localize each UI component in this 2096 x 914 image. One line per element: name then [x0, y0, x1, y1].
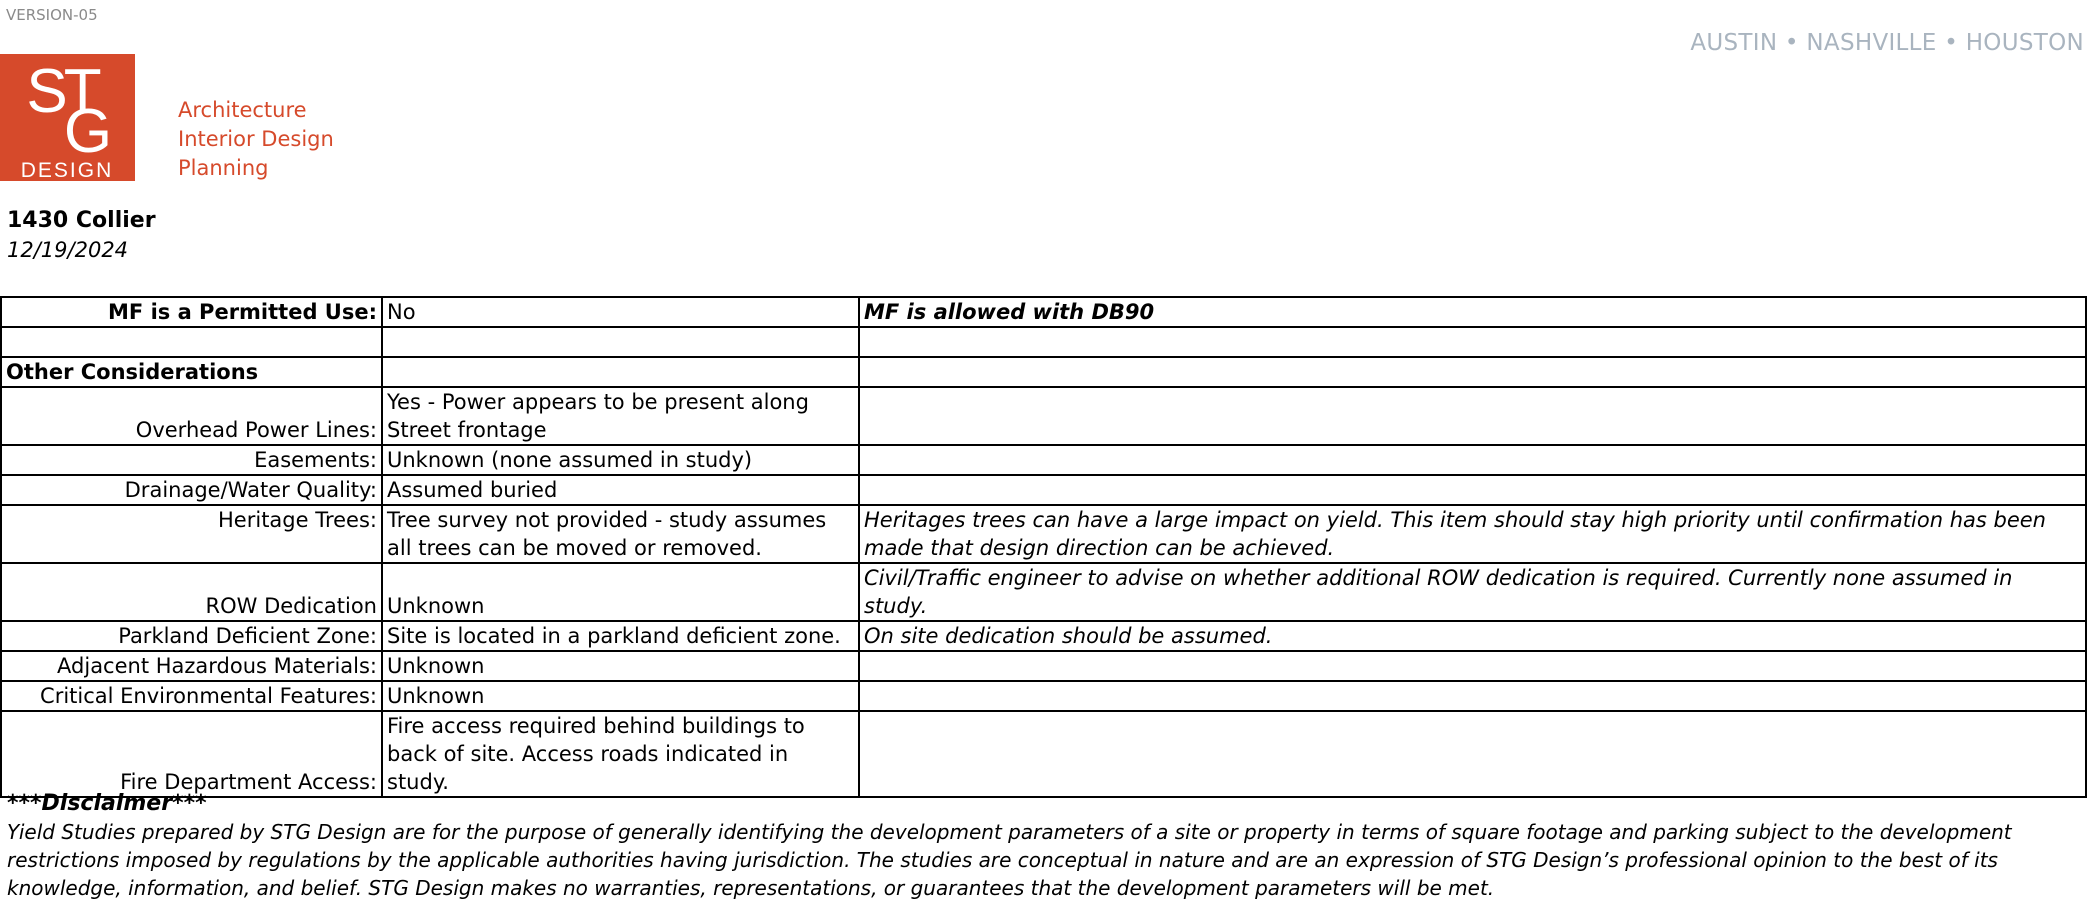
spacer-cell: [859, 327, 2086, 357]
disclaimer-heading: ***Disclaimer***: [7, 791, 207, 816]
row-label: Easements:: [1, 445, 382, 475]
row-label: Adjacent Hazardous Materials:: [1, 651, 382, 681]
version-label: VERSION-05: [6, 6, 98, 24]
row-note: [859, 445, 2086, 475]
tagline-interior-design: Interior Design: [178, 127, 334, 151]
table-row: [1, 505, 2086, 563]
row-note: Civil/Traffic engineer to advise on whether additional ROW dedication is required. Currently none assumed in study.: [859, 563, 2086, 621]
table-row: [1, 563, 2086, 621]
table-row-permitted-use: [1, 297, 2086, 327]
row-note: [859, 711, 2086, 797]
table-row-spacer: [1, 327, 2086, 357]
row-value: Fire access required behind buildings to back of site. Access roads indicated in study.: [382, 711, 859, 797]
considerations-table: [0, 296, 2087, 798]
permitted-use-label: MF is a Permitted Use:: [1, 297, 382, 327]
spacer-cell: [382, 327, 859, 357]
row-value: Unknown: [382, 563, 859, 621]
project-date: 12/19/2024: [7, 238, 129, 262]
row-value: Unknown: [382, 681, 859, 711]
row-value: Assumed buried: [382, 475, 859, 505]
row-note: [859, 387, 2086, 445]
table-row: [1, 651, 2086, 681]
row-value: Site is located in a parkland deficient zone.: [382, 621, 859, 651]
section-empty-cell: [859, 357, 2086, 387]
row-note: [859, 651, 2086, 681]
row-note: On site dedication should be assumed.: [859, 621, 2086, 651]
logo-tagline: [178, 96, 334, 183]
permitted-use-note: MF is allowed with DB90: [859, 297, 2086, 327]
row-value: Unknown: [382, 651, 859, 681]
row-value: Unknown (none assumed in study): [382, 445, 859, 475]
row-label: Parkland Deficient Zone:: [1, 621, 382, 651]
disclaimer-body: Yield Studies prepared by STG Design are for the purpose of generally identifying the development parameters of a site or property in terms of square footage and parking subject to the development restrictions imposed by regulations by the applicable authorities having jurisdiction. The studies are conceptual in nature and are an expression of STG Design’s professional opinion to the best of its knowledge, information, and belief. STG Design makes no warranties, representations, or guarantees that the development parameters will be met.: [7, 820, 2012, 900]
row-label: Heritage Trees:: [1, 505, 382, 563]
section-title: Other Considerations: [1, 357, 382, 387]
stg-design-logo: [0, 54, 135, 181]
section-empty-cell: [382, 357, 859, 387]
row-label: Fire Department Access:: [1, 711, 382, 797]
logo-wordmark: DESIGN: [20, 159, 114, 181]
table-row: [1, 445, 2086, 475]
permitted-use-value: No: [382, 297, 859, 327]
table-row-section-header: [1, 357, 2086, 387]
table-row: [1, 387, 2086, 445]
row-note: Heritages trees can have a large impact on yield. This item should stay high priority until confirmation has been made that design direction can be achieved.: [859, 505, 2086, 563]
row-label: Critical Environmental Features:: [1, 681, 382, 711]
row-label: Overhead Power Lines:: [1, 387, 382, 445]
table-row: [1, 621, 2086, 651]
spacer-cell: [1, 327, 382, 357]
table-row: [1, 681, 2086, 711]
logo-mark-top: ST: [26, 57, 98, 126]
tagline-planning: Planning: [178, 156, 269, 180]
logo-mark: [0, 54, 135, 181]
row-note: [859, 681, 2086, 711]
tagline-architecture: Architecture: [178, 98, 307, 122]
row-label: ROW Dedication: [1, 563, 382, 621]
row-label: Drainage/Water Quality:: [1, 475, 382, 505]
row-note: [859, 475, 2086, 505]
office-locations: AUSTIN • NASHVILLE • HOUSTON: [1690, 30, 2084, 56]
logo-mark-bottom: G: [63, 97, 113, 166]
table-row: [1, 711, 2086, 797]
table-row: [1, 475, 2086, 505]
row-value: Yes - Power appears to be present along Street frontage: [382, 387, 859, 445]
project-title: 1430 Collier: [7, 208, 156, 233]
disclaimer: [7, 790, 2077, 902]
row-value: Tree survey not provided - study assumes all trees can be moved or removed.: [382, 505, 859, 563]
